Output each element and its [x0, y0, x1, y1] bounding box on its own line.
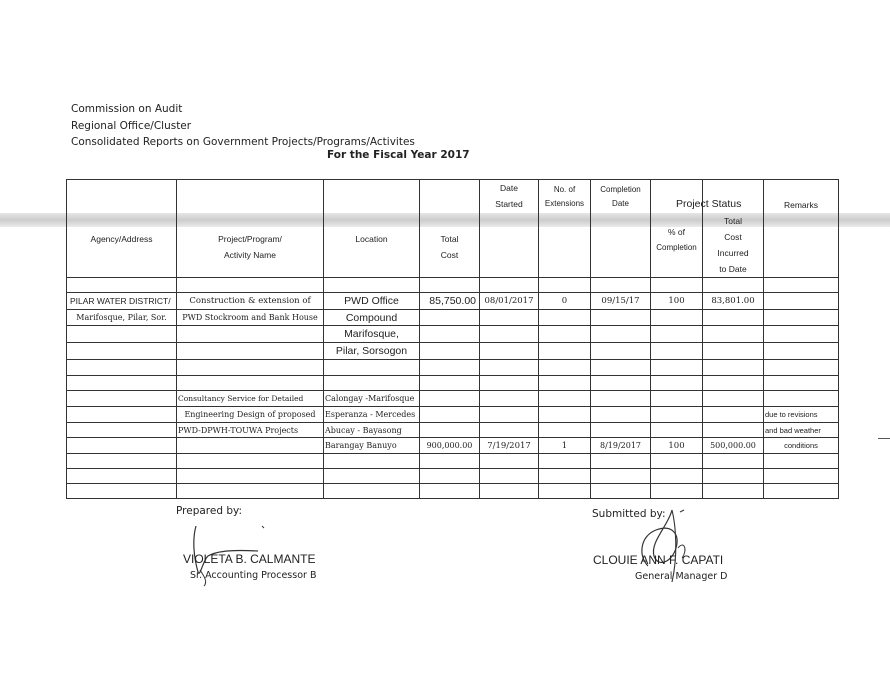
col-pct-label-1: % of: [667, 227, 685, 237]
header-line-title: Consolidated Reports on Government Projects/Programs/Activites: [71, 136, 415, 148]
cell-completion-date: 09/15/17: [591, 293, 651, 310]
cell-location: Esperanza - Mercedes: [324, 407, 420, 423]
col-remarks-label: Remarks: [783, 200, 818, 210]
cell-remarks: [764, 293, 839, 310]
projects-table: [66, 179, 839, 499]
cell-location: Abucay - Bayasong: [324, 423, 420, 438]
cell-location: Marifosque,: [324, 326, 420, 343]
cell-project: PWD Stockroom and Bank House: [177, 310, 324, 326]
submitted-by-label: Submitted by:: [592, 508, 666, 520]
table-row: [67, 438, 839, 454]
cell-remarks: due to revisions: [764, 407, 839, 423]
col-total-cost-label-1: Total: [440, 234, 459, 244]
cell-project: Engineering Design of proposed: [177, 407, 324, 423]
fiscal-year: For the Fiscal Year 2017: [327, 149, 470, 161]
col-date-started-label-1: Date: [500, 183, 518, 193]
table-row: [67, 484, 839, 499]
col-project-status-label: Project Status: [676, 198, 742, 210]
submitted-by-name: CLOUIE ANN F. CAPATI: [593, 553, 724, 567]
col-project-label-1: Project/Program/: [218, 234, 282, 244]
cell-date-started: 08/01/2017: [480, 293, 539, 310]
project-status-span: [654, 180, 742, 214]
table-row: [67, 391, 839, 407]
cell-project: PWD-DPWH-TOUWA Projects: [177, 423, 324, 438]
table-row: [67, 278, 839, 293]
submitted-by-title: General Manager D: [635, 571, 728, 582]
cell-total-cost: 85,750.00: [420, 293, 480, 310]
col-date-started-label-2: Started: [495, 199, 523, 209]
cell-extensions: 0: [539, 293, 591, 310]
header-line-office: Regional Office/Cluster: [71, 119, 192, 132]
cell-location: Pilar, Sorsogon: [324, 343, 420, 360]
cell-date-started: 7/19/2017: [480, 438, 539, 454]
cell-remarks: and bad weather: [764, 423, 839, 438]
col-cost-incurred-label-4: to Date: [719, 264, 747, 274]
col-cost-incurred-label-2: Cost: [724, 232, 742, 242]
cell-pct: 100: [651, 438, 703, 454]
col-date-started: [480, 180, 539, 278]
table-row: [67, 310, 839, 326]
col-total-cost: [420, 180, 480, 278]
prepared-by-title: Sr. Accounting Processor B: [190, 570, 317, 581]
table-row: [67, 454, 839, 469]
table-row: [67, 343, 839, 360]
col-cost-incurred-label-3: Incurred: [717, 248, 749, 258]
table-row: [67, 293, 839, 310]
col-completion-date: [591, 180, 651, 278]
cell-location: Barangay Banuyo: [324, 438, 420, 454]
table-row: [67, 360, 839, 376]
prepared-by-label: Prepared by:: [176, 505, 242, 517]
col-project: [177, 180, 324, 278]
cell-pct: 100: [651, 293, 703, 310]
col-agency: [67, 180, 177, 278]
table-row: [67, 469, 839, 484]
cell-location: Calongay -Marifosque: [324, 391, 420, 407]
cell-project: Construction & extension of: [177, 293, 324, 310]
col-remarks: [764, 180, 839, 278]
col-agency-label: Agency/Address: [90, 234, 153, 244]
cell-project: Consultancy Service for Detailed: [177, 391, 324, 407]
col-extensions-label-1: No. of: [553, 185, 576, 194]
col-completion-date-label-1: Completion: [600, 185, 641, 194]
cell-cost-incurred: 83,801.00: [703, 293, 764, 310]
table-row: [67, 376, 839, 391]
cell-agency: PILAR WATER DISTRICT/: [67, 293, 177, 310]
col-cost-incurred: [703, 180, 764, 278]
prepared-by-name: VIOLETA B. CALMANTE: [183, 552, 316, 566]
table-row: [67, 423, 839, 438]
cell-extensions: 1: [539, 438, 591, 454]
col-pct-label-2: Completion: [656, 243, 697, 252]
cell-remarks: conditions: [764, 438, 839, 454]
col-extensions: [539, 180, 591, 278]
col-completion-date-label-2: Date: [612, 199, 629, 208]
table-row: [67, 407, 839, 423]
cell-completion-date: 8/19/2017: [591, 438, 651, 454]
table-row: [67, 326, 839, 343]
table-header-row: [67, 180, 839, 278]
cell-total-cost: 900,000.00: [420, 438, 480, 454]
cell-cost-incurred: 500,000.00: [703, 438, 764, 454]
scan-edge-mark: [878, 438, 890, 439]
col-project-label-2: Activity Name: [224, 250, 276, 260]
report-header: [71, 101, 415, 151]
col-cost-incurred-label-1: Total: [724, 216, 742, 226]
col-location-label: Location: [355, 234, 388, 244]
col-extensions-label-2: Extensions: [544, 199, 585, 208]
col-total-cost-label-2: Cost: [440, 250, 459, 260]
cell-location: PWD Office: [324, 293, 420, 310]
col-location: [324, 180, 420, 278]
cell-agency: Marifosque, Pilar, Sor.: [67, 310, 177, 326]
header-line-agency: Commission on Audit: [71, 103, 183, 115]
cell-location: Compound: [324, 310, 420, 326]
